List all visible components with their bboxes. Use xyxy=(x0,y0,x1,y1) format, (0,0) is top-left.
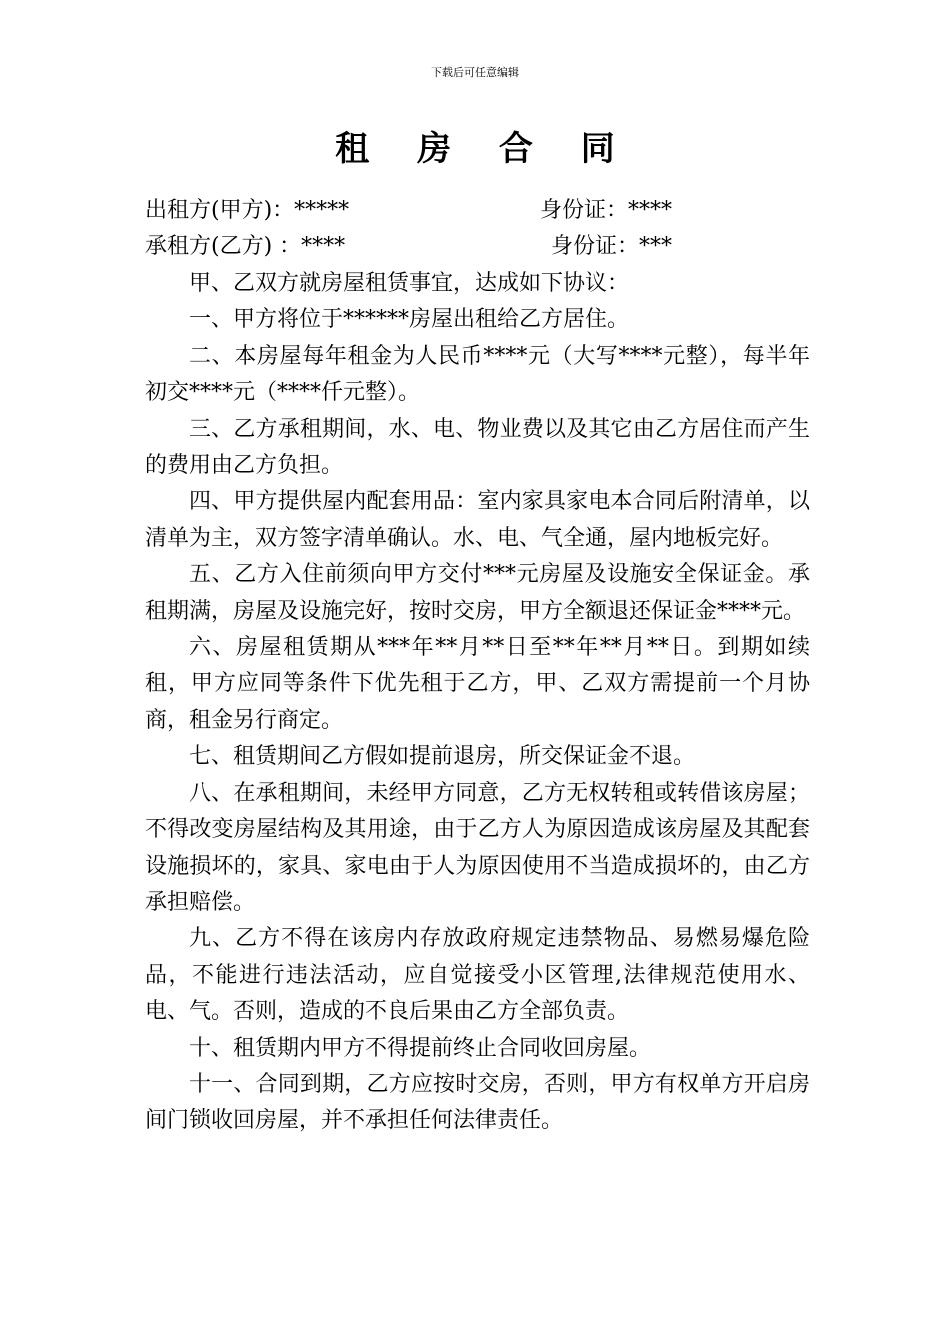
lessee-id: 身份证：*** xyxy=(551,234,673,259)
contract-clause-8: 八、在承租期间，未经甲方同意，乙方无权转租或转借该房屋；不得改变房屋结构及其用途，由于乙方人为原因造成该房屋及其配套设施损坏的，家具、家电由于人为原因使用不当造成损坏的，由乙方承担赔偿。 xyxy=(145,780,810,915)
contract-clause-11: 十一、合同到期，乙方应按时交房，否则，甲方有权单方开启房间门锁收回房屋，并不承担任何法律责任。 xyxy=(145,1071,810,1134)
contract-paragraph-intro: 甲、乙双方就房屋租赁事宜，达成如下协议： xyxy=(189,271,630,296)
contract-clause-9: 九、乙方不得在该房内存放政府规定违禁物品、易燃易爆危险品，不能进行违法活动，应自觉接受小区管理,法律规范使用水、电、气。否则，造成的不良后果由乙方全部负责。 xyxy=(145,926,810,1025)
contract-clause-4: 四、甲方提供屋内配套用品：室内家具家电本合同后附清单，以清单为主，双方签字清单确认。水、电、气全通，屋内地板完好。 xyxy=(145,489,810,551)
lessor-id: 身份证：**** xyxy=(540,198,673,223)
contract-body xyxy=(145,266,810,1140)
contract-clause-7: 七、租赁期间乙方假如提前退房，所交保证金不退。 xyxy=(189,744,696,770)
contract-clause-2: 二、本房屋每年租金为人民币****元（大写****元整），每半年初交****元（****仟元整）。 xyxy=(145,343,810,406)
lessee-label: 承租方(乙方) ：**** xyxy=(145,234,346,259)
contract-clause-5: 五、乙方入住前须向甲方交付***元房屋及设施安全保证金。承租期满，房屋及设施完好，按时交房，甲方全额退还保证金****元。 xyxy=(145,562,810,624)
lessor-label: 出租方(甲方)：***** xyxy=(145,198,350,223)
contract-clause-10: 十、租赁期内甲方不得提前终止合同收回房屋。 xyxy=(189,1035,652,1061)
contract-clause-1: 一、甲方将位于******房屋出租给乙方居住。 xyxy=(189,307,630,333)
header-note: 下载后可任意编辑 xyxy=(431,66,519,79)
contract-clause-6: 六、房屋租赁期从***年**月**日至**年**月**日。到期如续租，甲方应同等条件下优先租于乙方，甲、乙双方需提前一个月协商，租金另行商定。 xyxy=(145,635,810,733)
contract-clause-3: 三、乙方承租期间，水、电、物业费以及其它由乙方居住而产生的费用由乙方负担。 xyxy=(145,416,810,479)
document-title: 租 房 合 同 xyxy=(335,129,633,169)
